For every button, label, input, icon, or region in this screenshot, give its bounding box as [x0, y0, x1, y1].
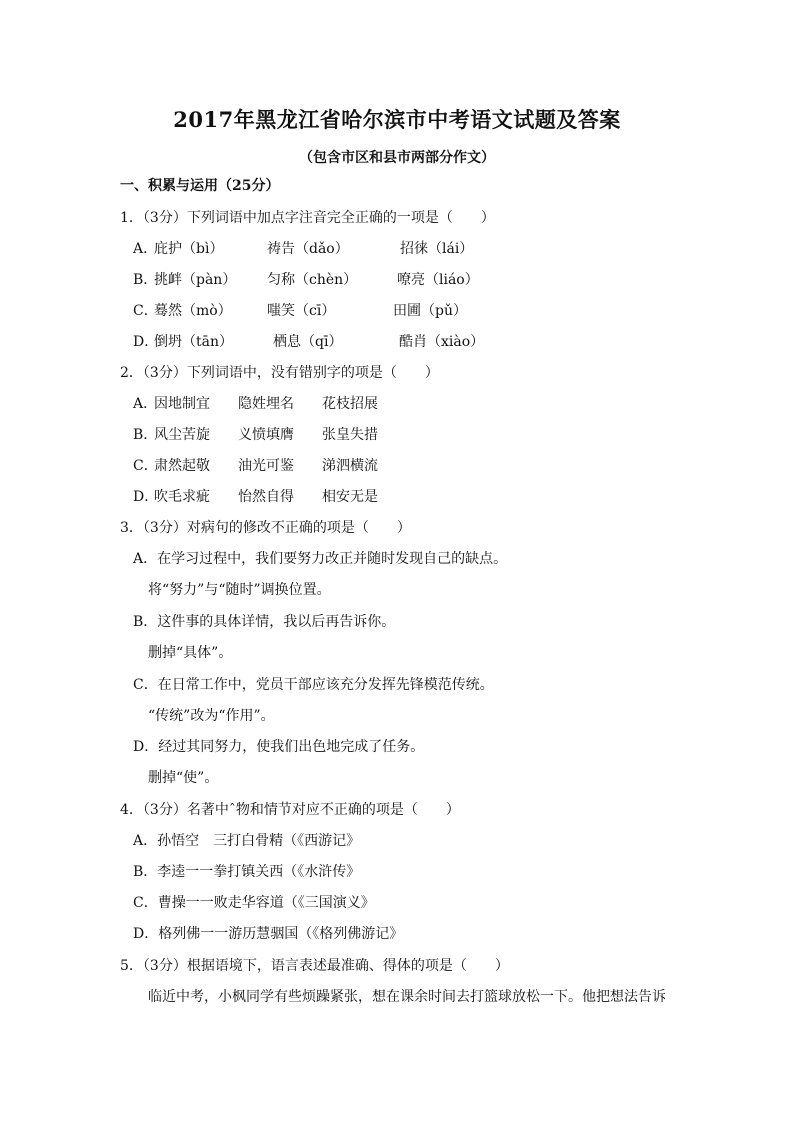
- question-1-option-a: A． 庇护（bì） 祷告（dǎo） 招徕（lái）: [133, 241, 474, 257]
- question-4-stem: 4．（3分）名著中ˆ物和情节对应不正确的项是（ ）: [120, 802, 460, 818]
- question-2-option-b: B． 风尘苦旋 义愤填膺 张皇失措: [133, 427, 378, 443]
- question-2-stem: 2．（3分）下列词语中，没有错别字的项是（ ）: [120, 365, 439, 381]
- question-3-option-d: D．经过其同努力，使我们出色地完成了任务。: [133, 739, 425, 755]
- question-3-option-c: C．在日常工作中，党员干部应该充分发挥先锋模范传统。: [133, 677, 494, 693]
- question-4-option-d: D．格列佛一一游历慧骃国（《格列佛游记》: [133, 926, 404, 942]
- question-3-option-d-fix: 删掉“使”。: [148, 770, 219, 786]
- question-3-option-a: A．在学习过程中，我们要努力改正并随时发现自己的缺点。: [133, 551, 508, 567]
- question-1-option-c: C． 蓦然（mò） 嗤笑（cī） 田圃（pǔ）: [133, 303, 467, 319]
- question-4-option-b: B．李逵一一拳打镇关西（《水浒传》: [133, 864, 361, 880]
- question-2-option-d: D． 吹毛求疵 怡然自得 相安无是: [133, 489, 378, 505]
- question-1-option-d: D． 倒坍（tān） 栖息（qī） 酷肖（xiào）: [133, 334, 485, 350]
- question-4-option-c: C．曹操一一败走华容道（《三国演义》: [133, 895, 375, 911]
- document-subtitle: （包含市区和县市两部分作文）: [299, 150, 495, 166]
- question-3-option-b-fix: 删掉“具体”。: [148, 645, 233, 661]
- question-3-stem: 3．（3分）对病句的修改不正确的项是（ ）: [120, 520, 411, 536]
- question-4-option-a: A．孙悟空 三打白骨精（《西游记》: [133, 833, 361, 849]
- question-2-option-c: C． 肃然起敬 油光可鉴 涕泗横流: [133, 458, 378, 474]
- question-1-stem: 1．（3分）下列词语中加点字注音完全正确的一项是（ ）: [120, 210, 495, 226]
- question-5-stem: 5．（3分）根据语境下，语言表述最准确、得体的项是（ ）: [120, 958, 509, 974]
- question-2-option-a: A． 因地制宜 隐姓埋名 花枝招展: [133, 396, 378, 412]
- question-1-option-b: B． 挑衅（pàn） 匀称（chèn） 嘹亮（liáo）: [133, 272, 479, 288]
- document-title: 2017年黑龙江省哈尔滨市中考语文试题及答案: [173, 107, 621, 132]
- section-heading: 一、积累与运用（25分）: [120, 178, 280, 194]
- question-3-option-c-fix: “传统”改为“作用”。: [148, 708, 275, 724]
- question-5-context: 临近中考，小枫同学有些烦躁紧张，想在课余时间去打篮球放松一下。他把想法告诉: [148, 989, 666, 1005]
- question-3-option-b: B．这件事的具体详情，我以后再告诉你。: [133, 614, 396, 630]
- question-3-option-a-fix: 将“努力”与“随时”调换位置。: [148, 582, 331, 598]
